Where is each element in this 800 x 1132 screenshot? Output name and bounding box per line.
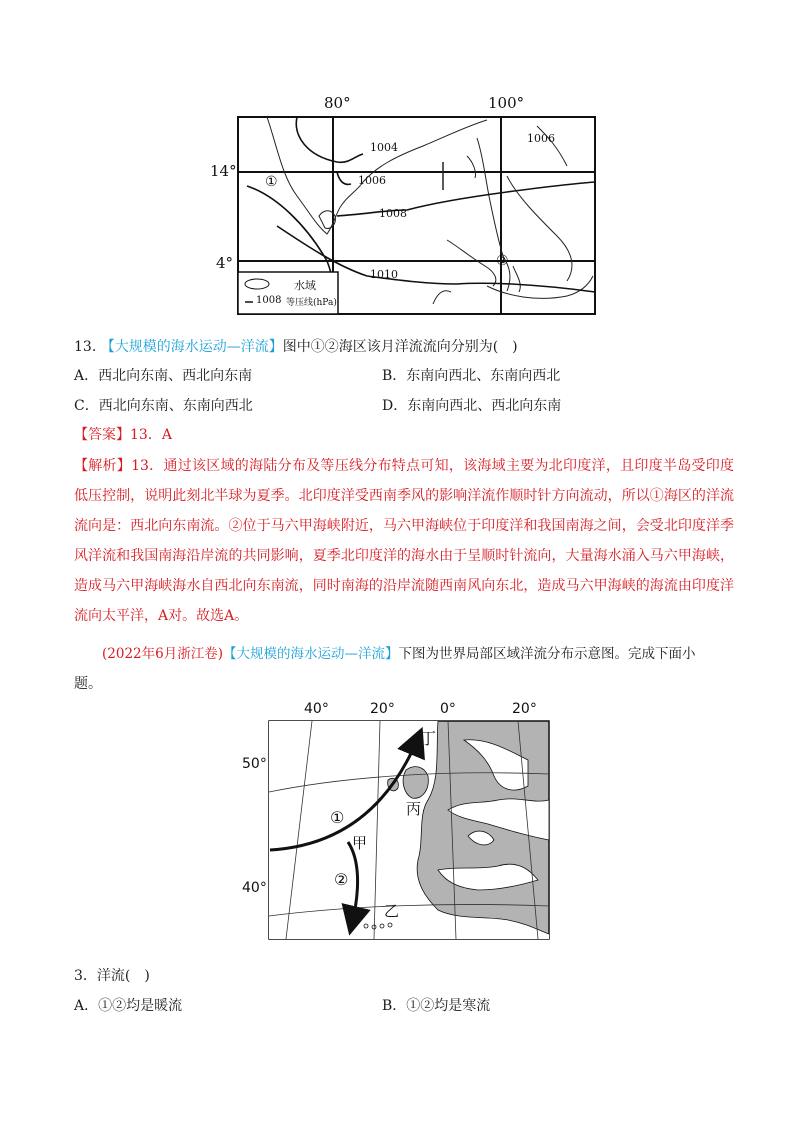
legend-water-label: 水域 [294, 279, 316, 292]
place-label-jia: 甲 [352, 834, 368, 852]
q13-topic-tag: 【大规模的海水运动—洋流】 [100, 339, 283, 355]
intro-line-1 [102, 644, 695, 664]
intro-line-2: 题。 [74, 676, 102, 692]
map1-lon-label-80: 80° [324, 94, 351, 112]
q13-option-b: B．东南向西北、东南向西北 [382, 368, 561, 384]
intro-text-1: 下图为世界局部区域洋流分布示意图。完成下面小 [398, 646, 696, 662]
map2-lat-label-50: 50° [242, 756, 267, 772]
q13-stem-line [74, 337, 518, 357]
answer-text: 13．A [130, 427, 172, 443]
map1-isobar-label-1008: 1008 [379, 207, 407, 220]
map1-lon-label-100: 100° [488, 94, 525, 112]
intro-topic-tag: 【大规模的海水运动—洋流】 [222, 646, 399, 662]
isobar-map [210, 90, 600, 320]
map2-lon-label-40: 40° [304, 701, 329, 717]
q13-stem: 图中①②海区该月洋流流向分别为( ) [282, 339, 518, 355]
sea-marker-2: ② [496, 253, 509, 269]
map2-lon-label-20e: 20° [512, 701, 537, 717]
place-label-bing: 丙 [406, 800, 422, 818]
q3-option-b: B．①②均是寒流 [382, 998, 491, 1014]
q3-option-a: A．①②均是暖流 [74, 998, 183, 1014]
map1-lat-label-14: 14° [210, 162, 237, 180]
q13-option-a: A．西北向东南、西北向东南 [74, 368, 253, 384]
legend-isobar-text: 等压线(hPa) [286, 298, 337, 308]
q13-number: 13. [74, 339, 97, 355]
map2-lon-label-20w: 20° [370, 701, 395, 717]
legend-isobar-value: 1008 [256, 295, 282, 306]
q13-option-d: D．东南向西北、西北向东南 [382, 398, 562, 414]
map1-lat-label-4: 4° [216, 254, 234, 272]
map1-isobar-label-1010: 1010 [370, 268, 398, 281]
analysis-text: 13．通过该区域的海陆分布及等压线分布特点可知，该海域主要为北印度洋，且印度半岛受印度低压控制，说明此刻北半球为夏季。北印度洋受西南季风的影响洋流作顺时针方向流动，所以①海区的洋流流向是：西北向东南流。②位于马六甲海峡附近，马六甲海峡位于印度洋和我国南海之间，会受北印度洋季风洋流和我国南海沿岸流的共同影响，夏季北印度洋的海水由于呈顺时针流向，大量海水涌入马六甲海峡，造成马六甲海峡海水自西北向东南流，同时南海的沿岸流随西南风向东北，造成马六甲海峡的海流由印度洋流向太平洋，A对。故选A。 [74, 458, 735, 624]
map2-lat-label-40: 40° [242, 880, 267, 896]
ocean-current-map [230, 698, 560, 948]
map1-isobar-label-1004: 1004 [370, 141, 398, 154]
answer-tag: 【答案】 [74, 427, 130, 443]
analysis-tag: 【解析】 [74, 458, 132, 474]
q13-answer [74, 425, 172, 445]
map1-isobar-label-1006: 1006 [358, 174, 386, 187]
intro-source: (2022年6月浙江卷) [102, 646, 223, 662]
map2-lon-label-0: 0° [440, 701, 456, 717]
q3-stem: 3．洋流( ) [74, 968, 150, 984]
q13-analysis [74, 451, 734, 631]
current-marker-2: ② [334, 870, 349, 889]
sea-marker-1: ① [265, 174, 278, 190]
place-label-yi: 乙 [384, 902, 400, 920]
place-label-ding: 丁 [420, 729, 437, 748]
map1-isobar-label-1006-east: 1006 [527, 132, 555, 145]
current-marker-1: ① [330, 808, 345, 827]
q13-option-c: C．西北向东南、东南向西北 [74, 398, 253, 414]
map1-frame [237, 116, 597, 316]
map2-frame [268, 720, 550, 940]
